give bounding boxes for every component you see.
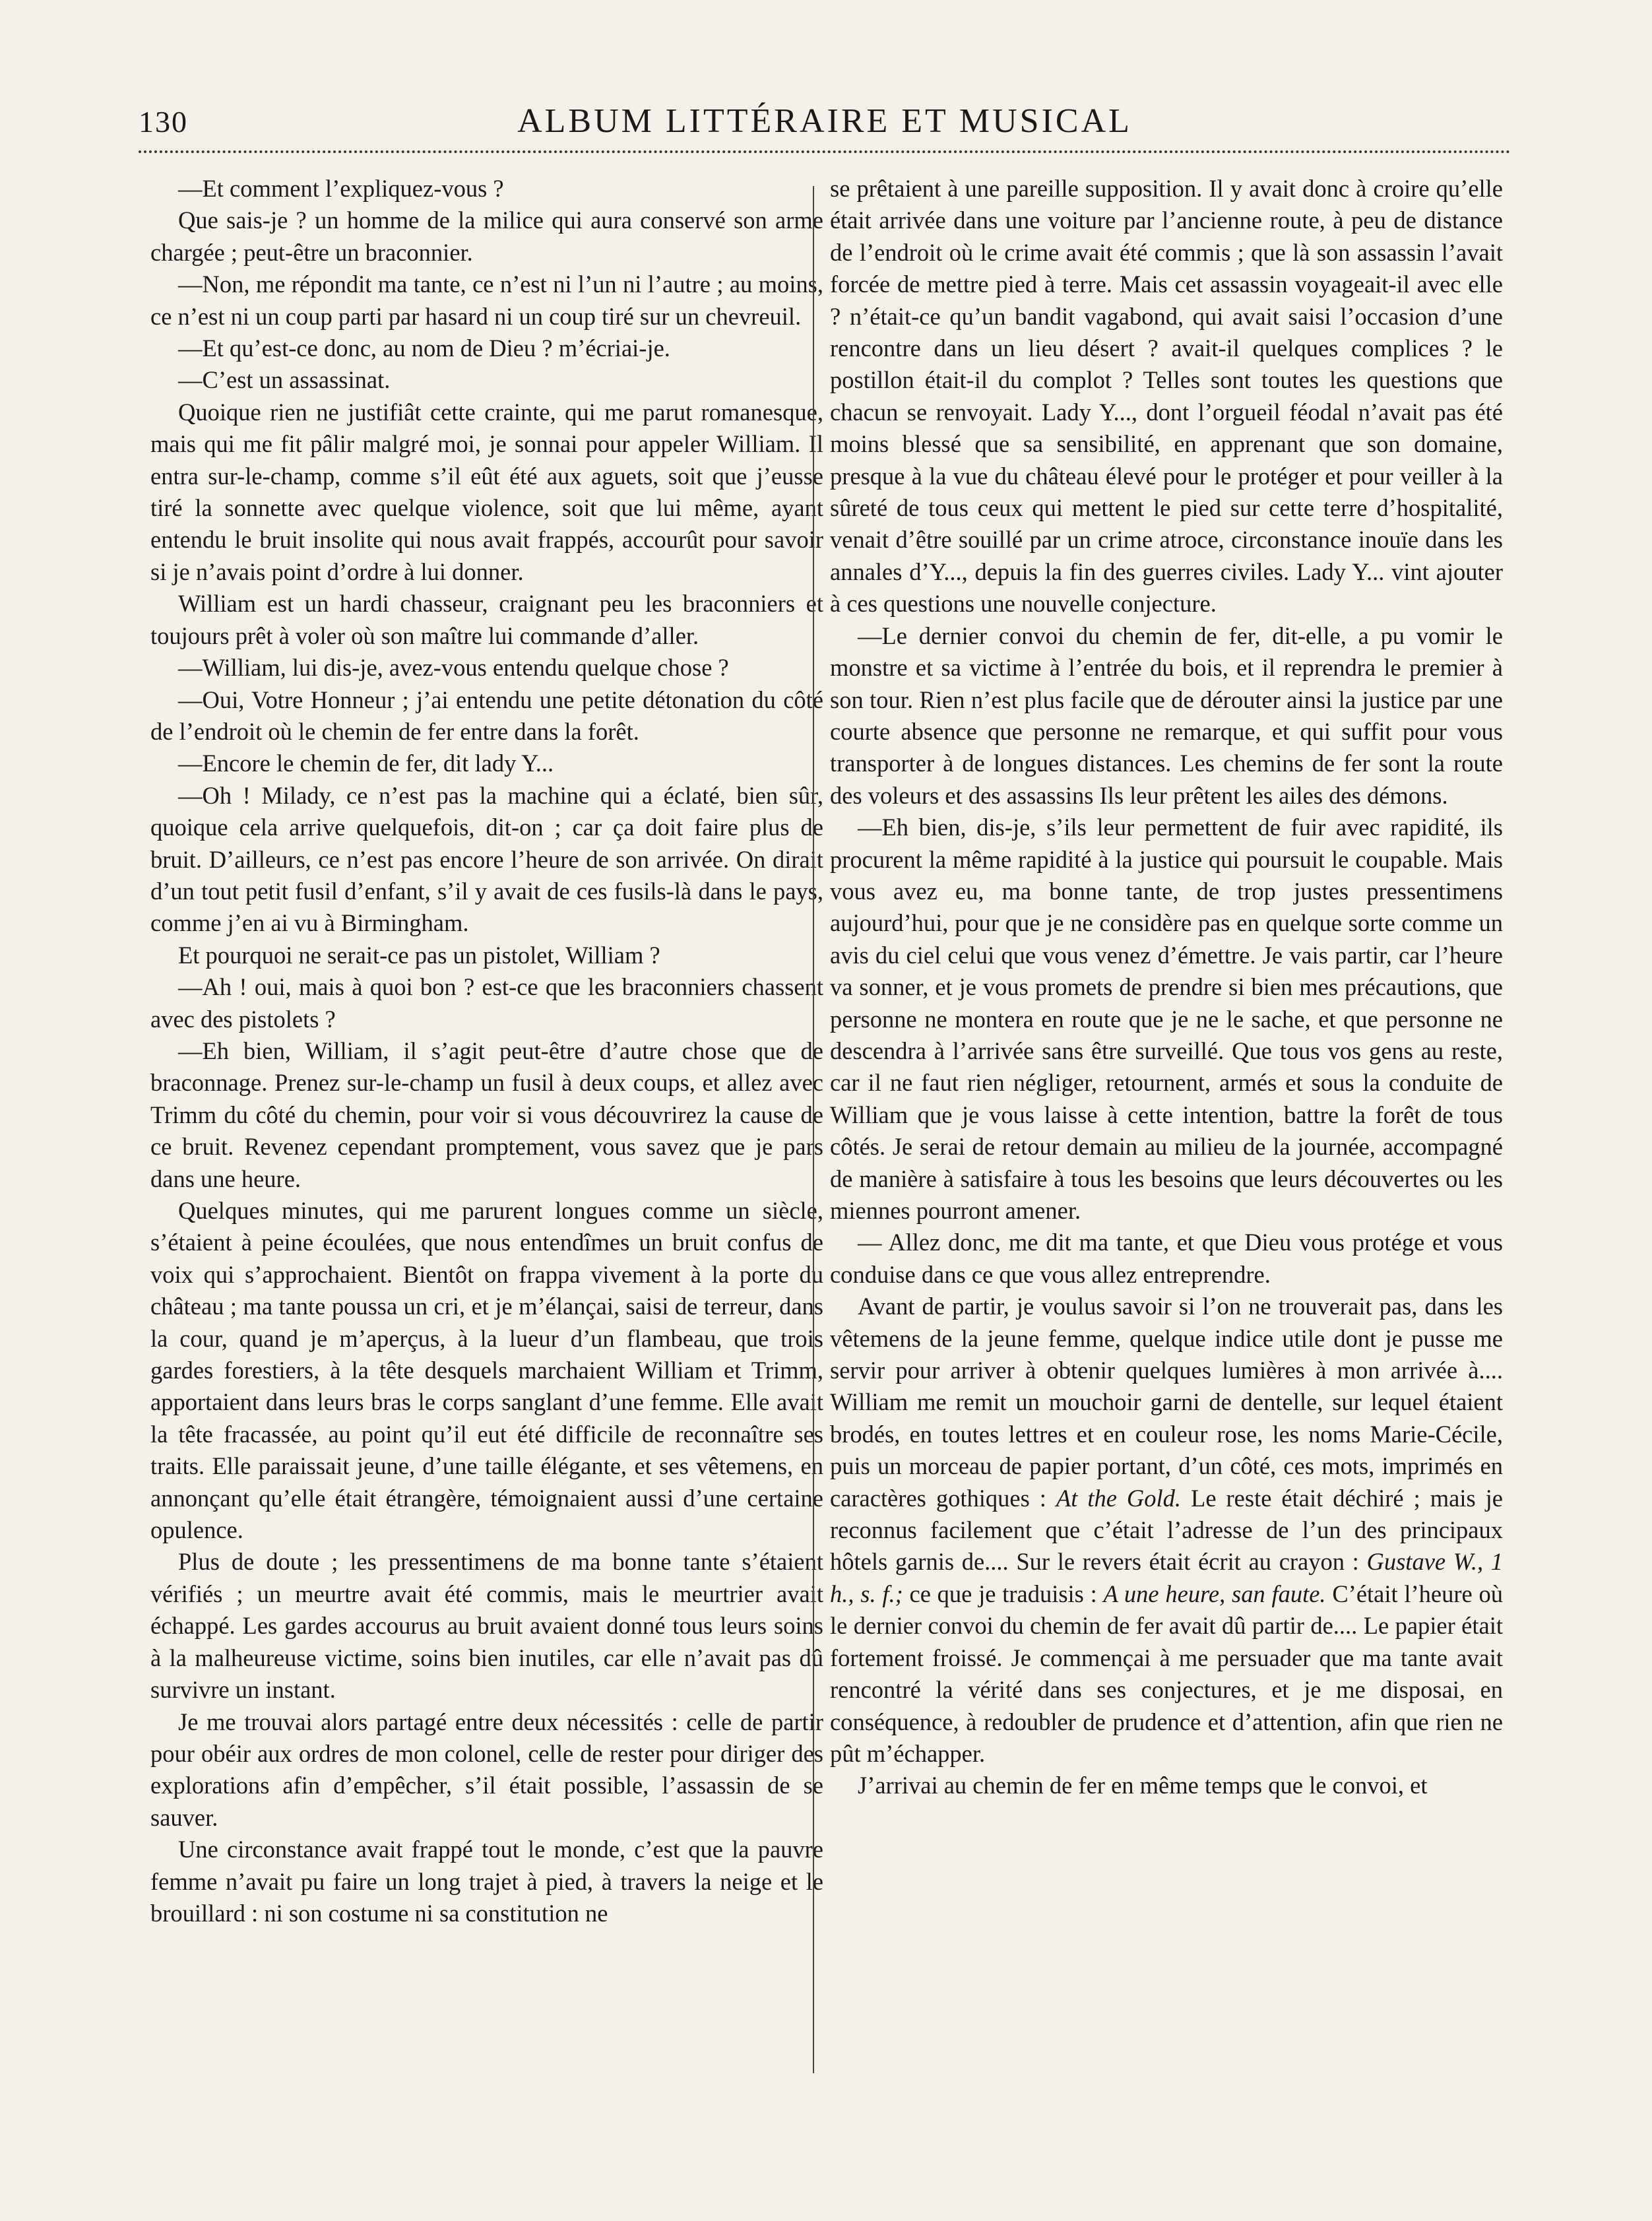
- column-divider: [813, 186, 814, 2073]
- italic-text: At the Gold.: [1056, 1484, 1182, 1512]
- paragraph: [830, 173, 1503, 620]
- paragraph-text: J’arrivai au chemin de fer en même temps que le convoi, et: [858, 1772, 1428, 1799]
- paragraph-text: —Et qu’est-ce donc, au nom de Dieu ? m’écriai-je.: [178, 335, 670, 362]
- paragraph-text: —Eh bien, dis-je, s’ils leur permettent de fuir avec rapidité, ils procurent la même rapidité à la justice qui poursuit le coupable. Mais vous avez eu, ma bonne tante, de trop justes pressentimens aujourd’hui, pour que je ne considère pas en quelque sorte comme un avis du ciel celui que vous venez d’émettre. Je vais partir, car l’heure va sonner, et je vous promets de prendre si bien mes précautions, que personne ne montera en route que je ne le sache, et que personne ne descendra à l’arrivée sans être surveillé. Que tous vos gens au reste, car il ne faut rien négliger, retournent, armés et sous la conduite de William que je vous laisse à cette intention, battre la forêt de tous côtés. Je serai de retour demain au milieu de la journée, accompagné de manière à satisfaire à tous les besoins que leurs découvertes ou les miennes pourront amener.: [830, 814, 1503, 1224]
- paragraph-text: Avant de partir, je voulus savoir si l’on ne trouverait pas, dans les vêtemens de la jeune femme, quelque indice utile dont je pusse me servir pour arriver à obtenir quelques lumières à mon arrivée à.... William me remit un mouchoir garni de dentelle, sur lequel étaient brodés, en toutes lettres et en couleur rose, les noms Marie-Cécile, puis un morceau de papier portant, d’un côté, ces mots, imprimés en caractères gothiques :: [830, 1293, 1503, 1512]
- paragraph-text: —William, lui dis-je, avez-vous entendu quelque chose ?: [178, 654, 729, 682]
- paragraph-text: William est un hardi chasseur, craignant peu les braconniers et toujours prêt à voler où son maître lui commande d’aller.: [150, 590, 823, 649]
- paragraph-text: —Le dernier convoi du chemin de fer, dit-elle, a pu vomir le monstre et sa victime à l’entrée du bois, et il reprendra le premier à son tour. Rien n’est plus facile que de dérouter ainsi la justice par une courte absence que personne ne remarque, et qui suffit pour vous transporter à de longues distances. Les chemins de fer sont la route des voleurs et des assassins Ils leur prêtent les ailes des démons.: [830, 622, 1503, 809]
- paragraph: [830, 620, 1503, 812]
- paragraph: [830, 1227, 1503, 1291]
- paragraph: [150, 684, 823, 748]
- paragraph: [150, 940, 823, 971]
- paragraph-text: —Encore le chemin de fer, dit lady Y...: [178, 750, 554, 777]
- paragraph: [150, 1195, 823, 1546]
- paragraph: [150, 364, 823, 396]
- paragraph-text: Et pourquoi ne serait-ce pas un pistolet, William ?: [178, 941, 660, 969]
- paragraph-text: Le reste était déchiré ; mais je reconnus facilement que c’était l’adresse de l’un des principaux hôtels garnis de.... Sur le revers était écrit au crayon :: [830, 1484, 1504, 1576]
- running-title: ALBUM LITTÉRAIRE ET MUSICAL: [517, 102, 1132, 140]
- paragraph-text: —Oui, Votre Honneur ; j’ai entendu une petite détonation du côté de l’endroit où le chemin de fer entre dans la forêt.: [150, 686, 823, 745]
- paragraph: [150, 397, 823, 588]
- paragraph-text: Je me trouvai alors partagé entre deux nécessités : celle de partir pour obéir aux ordres de mon colonel, celle de rester pour diriger des explorations afin d’empêcher, s’il était possible, l’assassin de se sauver.: [150, 1708, 823, 1831]
- paragraph: [830, 1770, 1503, 1801]
- paragraph-text: —Et comment l’expliquez-vous ?: [178, 175, 504, 202]
- page-number: 130: [139, 105, 188, 139]
- paragraph-text: se prêtaient à une pareille supposition. Il y avait donc à croire qu’elle était arrivée dans une voiture par l’ancienne route, à peu de distance de l’endroit où le crime avait été commis ; que là son assassin l’avait forcée de mettre pied à terre. Mais cet assassin voyageait-il avec elle ? n’était-ce qu’un bandit vagabond, qui avait saisi l’occasion d’une rencontre dans un lieu désert ? avait-il quelques complices ? le postillon était-il du complot ? Telles sont toutes les questions que chacun se renvoyait. Lady Y..., dont l’orgueil féodal n’avait pas été moins blessé que sa sensibilité, en apprenant que son domaine, presque à la vue du château élevé pour le protéger et pour veiller à la sûreté de tous ceux qui mettent le pied sur cette terre d’hospitalité, venait d’être souillé par un crime atroce, circonstance inouïe dans les annales d’Y..., depuis la fin des guerres civiles. Lady Y... vint ajouter à ces questions une nouvelle conjecture.: [830, 175, 1503, 618]
- italic-text: A une heure, san faute.: [1103, 1580, 1326, 1607]
- paragraph-text: — Allez donc, me dit ma tante, et que Dieu vous protége et vous conduise dans ce que vous allez entreprendre.: [830, 1229, 1503, 1288]
- paragraph: [150, 173, 823, 205]
- left-column: [150, 173, 823, 1929]
- paragraph: [830, 812, 1503, 1227]
- paragraph: [150, 1035, 823, 1195]
- paragraph: [150, 1706, 823, 1834]
- paragraph: [150, 1834, 823, 1929]
- paragraph-text: —C’est un assassinat.: [178, 366, 391, 394]
- paragraph-text: ce que je traduisis :: [903, 1580, 1104, 1607]
- right-column: [830, 173, 1503, 1802]
- paragraph: [150, 205, 823, 269]
- italic-text: Gustave W., 1 h., s. f.;: [830, 1548, 1503, 1607]
- paragraph-text: —Eh bien, William, il s’agit peut-être d’autre chose que de braconnage. Prenez sur-le-champ un fusil à deux coups, et allez avec Trimm du côté du chemin, pour voir si vous découvrirez la cause de ce bruit. Revenez cependant promptement, vous savez que je pars dans une heure.: [150, 1037, 823, 1192]
- paragraph: [150, 971, 823, 1035]
- paragraph-text: —Non, me répondit ma tante, ce n’est ni l’un ni l’autre ; au moins, ce n’est ni un coup parti par hasard ni un coup tiré sur un chevreuil.: [150, 271, 823, 330]
- page-header: [139, 99, 1511, 152]
- paragraph-text: —Oh ! Milady, ce n’est pas la machine qui a éclaté, bien sûr, quoique cela arrive quelquefois, dit-on ; car ça doit faire plus de bruit. D’ailleurs, ce n’est pas encore l’heure de son arrivée. On dirait d’un tout petit fusil d’enfant, s’il y avait de ces fusils-là dans le pays, comme j’en ai vu à Birmingham.: [150, 781, 823, 937]
- paragraph: [830, 1291, 1503, 1770]
- header-rule: [139, 150, 1511, 153]
- paragraph-text: Plus de doute ; les pressentimens de ma bonne tante s’étaient vérifiés ; un meurtre avait été commis, mais le meurtrier avait échappé. Les gardes accourus au bruit avaient donné tous leurs soins à la malheureuse victime, soins bien inutiles, car elle n’avait pas dû survivre un instant.: [150, 1548, 823, 1704]
- paragraph-text: C’était l’heure où le dernier convoi du chemin de fer avait dû partir de.... Le papier était fortement froissé. Je commençai à me persuader que ma tante avait rencontré la vérité dans ses conjectures, et je me disposai, en conséquence, à redoubler de prudence et d’attention, afin que rien ne pût m’échapper.: [830, 1580, 1503, 1767]
- paragraph: [150, 780, 823, 940]
- paragraph-text: Que sais-je ? un homme de la milice qui aura conservé son arme chargée ; peut-être un braconnier.: [150, 207, 823, 266]
- paragraph: [150, 588, 823, 652]
- paragraph: [150, 269, 823, 333]
- paragraph-text: Une circonstance avait frappé tout le monde, c’est que la pauvre femme n’avait pu faire un long trajet à pied, à travers la neige et le brouillard : ni son costume ni sa constitution ne: [150, 1836, 823, 1927]
- paragraph: [150, 748, 823, 779]
- paragraph-text: Quoique rien ne justifiât cette crainte, qui me parut romanesque, mais qui me fit pâlir malgré moi, je sonnai pour appeler William. Il entra sur-le-champ, comme s’il eût été aux aguets, soit que j’eusse tiré la sonnette avec quelque violence, soit que lui même, ayant entendu le bruit insolite qui nous avait frappés, accourût pour savoir si je n’avais point d’ordre à lui donner.: [150, 398, 823, 585]
- paragraph: [150, 1546, 823, 1706]
- paragraph: [150, 333, 823, 364]
- paragraph: [150, 652, 823, 684]
- paragraph-text: —Ah ! oui, mais à quoi bon ? est-ce que les braconniers chassent avec des pistolets ?: [150, 973, 823, 1033]
- paragraph-text: Quelques minutes, qui me parurent longues comme un siècle, s’étaient à peine écoulées, que nous entendîmes un bruit confus de voix qui s’approchaient. Bientôt on frappa vivement à la porte du château ; ma tante poussa un cri, et je m’élançai, saisi de terreur, dans la cour, quand je m’aperçus, à la lueur d’un flambeau, que trois gardes forestiers, à la tête desquels marchaient William et Trimm, apportaient dans leurs bras le corps sanglant d’une femme. Elle avait la tête fracassée, au point qu’il eut été difficile de reconnaître ses traits. Elle paraissait jeune, d’une taille élégante, et ses vêtemens, en annonçant qu’elle était étrangère, témoignaient aussi d’une certaine opulence.: [150, 1197, 823, 1544]
